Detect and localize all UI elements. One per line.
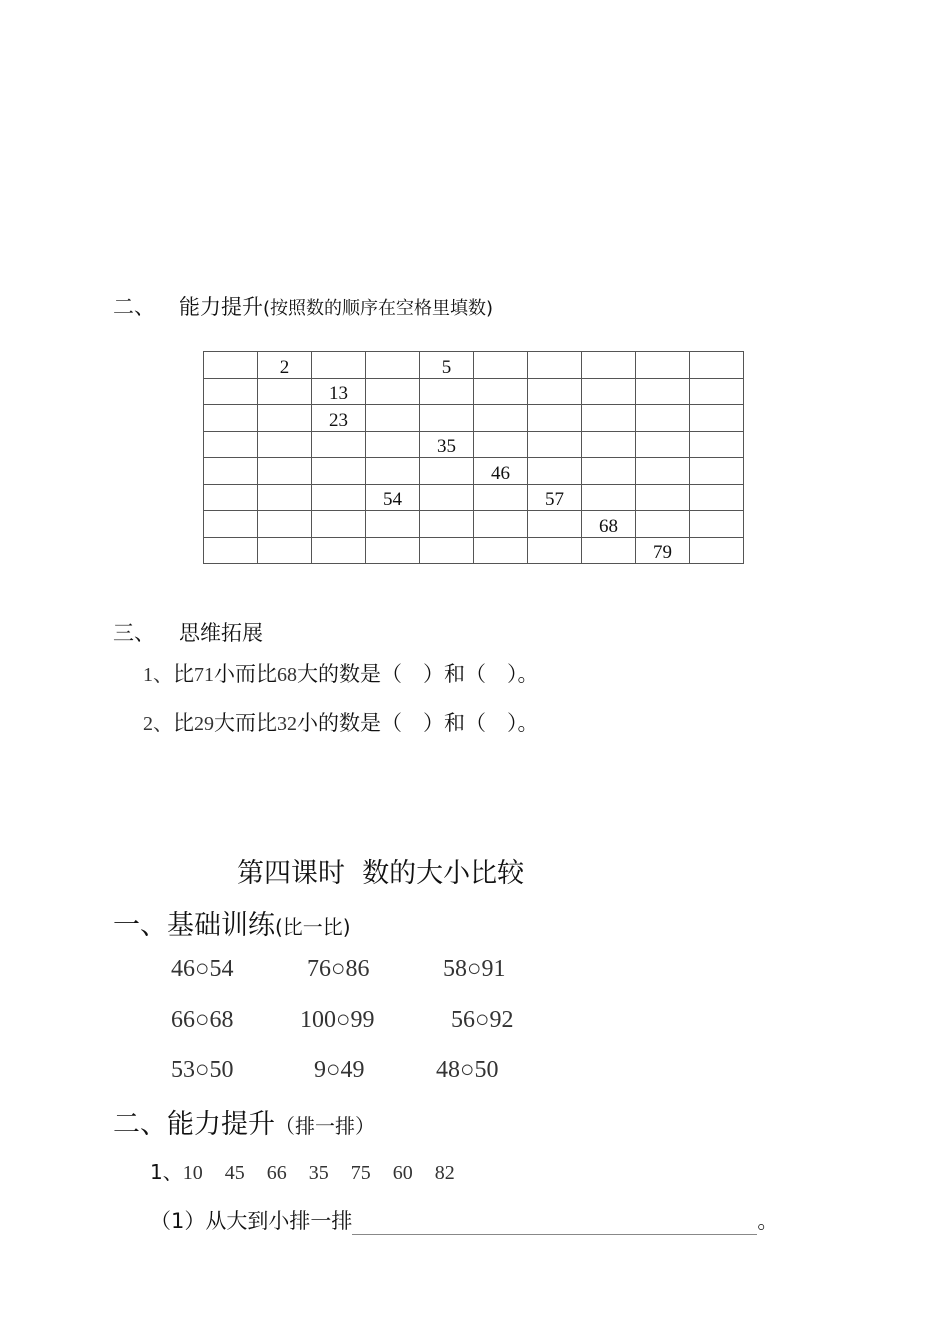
grid-cell[interactable]: [204, 484, 258, 511]
order-label: （1）从大到小排一排: [150, 1209, 353, 1233]
grid-cell[interactable]: [528, 431, 582, 458]
grid-cell[interactable]: [420, 405, 474, 432]
compare-item: 46○54: [171, 956, 234, 982]
question-1: 1、比71小而比68大的数是（ ）和（ ）。: [143, 662, 539, 686]
grid-cell[interactable]: [690, 405, 744, 432]
order-end: 。: [757, 1209, 779, 1233]
grid-cell[interactable]: [582, 405, 636, 432]
grid-cell[interactable]: [366, 431, 420, 458]
grid-cell[interactable]: [312, 511, 366, 538]
grid-cell[interactable]: [258, 405, 312, 432]
grid-cell[interactable]: [204, 352, 258, 379]
grid-cell[interactable]: [258, 537, 312, 564]
grid-cell[interactable]: [474, 511, 528, 538]
grid-cell[interactable]: [528, 511, 582, 538]
grid-cell[interactable]: [258, 458, 312, 485]
part1-subtitle: (比一比): [275, 915, 351, 939]
grid-cell[interactable]: [474, 352, 528, 379]
grid-cell[interactable]: [204, 537, 258, 564]
section3-number: 三、: [113, 621, 155, 645]
sequence-index: 1、: [150, 1160, 183, 1184]
grid-cell[interactable]: [420, 537, 474, 564]
grid-cell[interactable]: [636, 458, 690, 485]
grid-cell[interactable]: [366, 405, 420, 432]
compare-item: 48○50: [436, 1057, 499, 1083]
grid-row: [204, 352, 744, 379]
compare-item: 66○68: [171, 1007, 234, 1033]
grid-cell[interactable]: [420, 458, 474, 485]
sequence-question: [150, 1156, 455, 1185]
grid-cell[interactable]: [366, 537, 420, 564]
section2-heading: [113, 291, 493, 321]
grid-cell[interactable]: [690, 378, 744, 405]
grid-cell: 68: [582, 511, 636, 538]
compare-item: 76○86: [307, 956, 370, 982]
section3-heading: [113, 617, 263, 647]
grid-cell[interactable]: [528, 537, 582, 564]
compare-item: 56○92: [451, 1007, 514, 1033]
grid-cell[interactable]: [474, 431, 528, 458]
grid-cell[interactable]: [636, 405, 690, 432]
grid-row: [204, 378, 744, 405]
answer-blank[interactable]: [352, 1212, 757, 1235]
section2-subtitle: (按照数的顺序在空格里填数): [263, 298, 494, 319]
grid-cell: 2: [258, 352, 312, 379]
grid-cell[interactable]: [528, 458, 582, 485]
grid-cell[interactable]: [528, 405, 582, 432]
grid-cell: 5: [420, 352, 474, 379]
grid-cell[interactable]: [258, 484, 312, 511]
grid-cell[interactable]: [582, 378, 636, 405]
grid-cell[interactable]: [474, 405, 528, 432]
grid-cell[interactable]: [582, 458, 636, 485]
grid-cell[interactable]: [312, 352, 366, 379]
grid-row: [204, 511, 744, 538]
grid-cell[interactable]: [420, 378, 474, 405]
grid-cell[interactable]: [312, 458, 366, 485]
grid-cell[interactable]: [690, 431, 744, 458]
part1-heading: [113, 903, 351, 942]
grid-cell[interactable]: [420, 484, 474, 511]
grid-cell: 13: [312, 378, 366, 405]
grid-cell[interactable]: [690, 537, 744, 564]
grid-cell: 54: [366, 484, 420, 511]
grid-cell[interactable]: [258, 431, 312, 458]
grid-cell[interactable]: [204, 511, 258, 538]
grid-cell[interactable]: [636, 352, 690, 379]
grid-cell[interactable]: [690, 458, 744, 485]
grid-cell[interactable]: [636, 484, 690, 511]
grid-cell[interactable]: [258, 378, 312, 405]
grid-cell[interactable]: [636, 511, 690, 538]
grid-row: [204, 458, 744, 485]
grid-row: [204, 405, 744, 432]
part2-heading: [113, 1102, 375, 1141]
grid-cell[interactable]: [474, 537, 528, 564]
compare-item: 100○99: [300, 1007, 375, 1033]
grid-cell[interactable]: [420, 511, 474, 538]
grid-row: [204, 431, 744, 458]
grid-cell[interactable]: [690, 484, 744, 511]
grid-cell[interactable]: [528, 352, 582, 379]
grid-cell: 35: [420, 431, 474, 458]
grid-cell[interactable]: [366, 511, 420, 538]
grid-cell[interactable]: [204, 431, 258, 458]
grid-cell[interactable]: [312, 484, 366, 511]
grid-cell: 46: [474, 458, 528, 485]
grid-cell[interactable]: [312, 537, 366, 564]
grid-cell[interactable]: [312, 431, 366, 458]
grid-cell[interactable]: [366, 458, 420, 485]
order-descending: [150, 1205, 778, 1235]
question-2: 2、比29大而比32小的数是（ ）和（ ）。: [143, 711, 539, 735]
grid-cell[interactable]: [582, 484, 636, 511]
sequence-numbers: 10 45 66 35 75 60 82: [182, 1162, 455, 1184]
grid-cell[interactable]: [582, 537, 636, 564]
grid-cell[interactable]: [474, 484, 528, 511]
grid-row: [204, 484, 744, 511]
number-grid: [203, 351, 744, 564]
grid-cell[interactable]: [258, 511, 312, 538]
part1-title: 一、基础训练: [113, 910, 275, 941]
lesson-title: 第四课时 数的大小比较: [237, 858, 525, 889]
part2-title: 二、能力提升: [113, 1109, 275, 1140]
grid-cell[interactable]: [366, 352, 420, 379]
grid-row: [204, 537, 744, 564]
compare-item: 9○49: [314, 1057, 365, 1083]
grid-cell[interactable]: [204, 458, 258, 485]
grid-cell[interactable]: [474, 378, 528, 405]
grid-cell[interactable]: [636, 378, 690, 405]
grid-cell[interactable]: [528, 378, 582, 405]
grid-cell[interactable]: [204, 378, 258, 405]
grid-cell[interactable]: [690, 352, 744, 379]
grid-cell[interactable]: [690, 511, 744, 538]
grid-cell[interactable]: [366, 378, 420, 405]
section3-title: 思维拓展: [179, 621, 263, 645]
grid-cell: 57: [528, 484, 582, 511]
part2-subtitle: （排一排）: [275, 1114, 375, 1138]
grid-cell[interactable]: [582, 431, 636, 458]
section2-title: 能力提升: [179, 295, 263, 319]
section2-number: 二、: [113, 295, 155, 319]
grid-cell[interactable]: [204, 405, 258, 432]
grid-cell[interactable]: [636, 431, 690, 458]
compare-item: 53○50: [171, 1057, 234, 1083]
grid-cell: 23: [312, 405, 366, 432]
grid-cell[interactable]: [582, 352, 636, 379]
compare-item: 58○91: [443, 956, 506, 982]
grid-cell: 79: [636, 537, 690, 564]
